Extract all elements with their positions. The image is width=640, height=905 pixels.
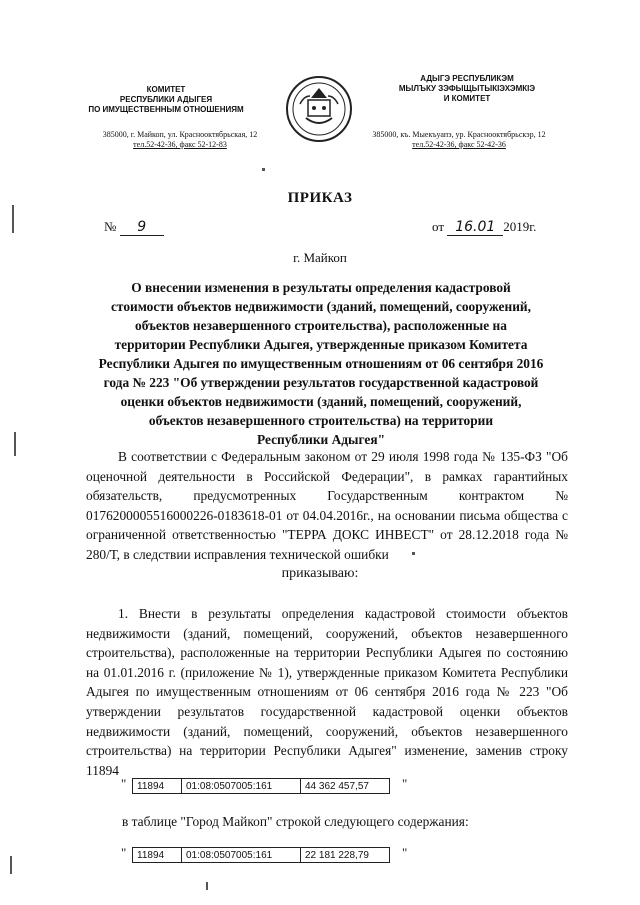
subject-line: оценки объектов недвижимости (зданий, помещений, сооружений, bbox=[120, 394, 522, 409]
scan-mark bbox=[262, 168, 265, 171]
scan-mark bbox=[412, 552, 415, 555]
table-caption: в таблице "Город Майкоп" строкой следующего содержания: bbox=[122, 814, 469, 829]
org-line: РЕСПУБЛИКИ АДЫГЕЯ bbox=[119, 95, 213, 104]
table-row bbox=[133, 779, 390, 794]
org-line: МЫЛЪКУ ЗЭФЫЩЫТЫКІЭХЭМКІЭ bbox=[398, 84, 536, 93]
table-cell: 11894 bbox=[133, 779, 182, 794]
date-value: 16.01 bbox=[447, 219, 503, 236]
org-line: КОМИТЕТ bbox=[146, 85, 186, 94]
phone-line: тел.52-42-36, факс 52-42-36 bbox=[412, 140, 506, 149]
scan-mark bbox=[206, 882, 208, 890]
address-line: 385000, г. Майкоп, ул. Краснооктябрьская, 12 bbox=[102, 130, 258, 139]
number-label: № bbox=[104, 219, 117, 234]
city: г. Майкоп bbox=[293, 250, 347, 265]
table-cell: 11894 bbox=[133, 848, 182, 863]
quote-open: " bbox=[121, 845, 127, 860]
scan-mark bbox=[14, 432, 16, 456]
table-cell: 01:08:0507005:161 bbox=[182, 848, 301, 863]
table-row bbox=[133, 848, 390, 863]
quote-close: " bbox=[402, 845, 408, 860]
preamble-paragraph: В соответствии с Федеральным законом от 29 июля 1998 года № 135-ФЗ "Об оценочной деятельности в Российской Федерации", в рамках гарантийных обязательств, предусмотренных Государственным контрактом № 0176200005516000226-0183618-01 от 04.04.2016г., на основании письма общества с ограниченной ответственностью "ТЕРРА ДОКС ИНВЕСТ" от 28.12.2018 года № 280/Т, в следствии исправления технической ошибки bbox=[86, 449, 568, 562]
address-line: 385000, къ. Мыекъуапэ, ур. Краснооктябрьскэр, 12 bbox=[372, 130, 546, 139]
table-cell: 22 181 228,79 bbox=[301, 848, 390, 863]
old-row-table bbox=[132, 778, 390, 794]
quote-open: " bbox=[121, 776, 127, 791]
date-prefix: от bbox=[432, 219, 445, 234]
subject-line: территории Республики Адыгея, утвержденные приказом Комитета bbox=[114, 337, 528, 352]
order-date bbox=[432, 219, 536, 236]
document-subject bbox=[86, 278, 556, 449]
address-right bbox=[350, 130, 568, 150]
document-title: ПРИКАЗ bbox=[287, 190, 353, 206]
order-word: приказываю: bbox=[281, 566, 359, 581]
address-left bbox=[80, 130, 280, 150]
coat-of-arms-icon bbox=[284, 74, 354, 144]
new-row-table bbox=[132, 847, 390, 863]
scan-mark bbox=[12, 205, 14, 233]
order-number bbox=[104, 219, 164, 236]
org-line: ПО ИМУЩЕСТВЕННЫМ ОТНОШЕНИЯМ bbox=[88, 105, 244, 114]
scan-mark bbox=[10, 856, 12, 874]
date-suffix: 2019г. bbox=[503, 219, 537, 234]
subject-line: объектов незавершенного строительства), расположенные на bbox=[135, 318, 507, 333]
subject-line: объектов незавершенного строительства) на территории bbox=[148, 413, 494, 428]
subject-line: года № 223 "Об утверждении результатов государственной кадастровой bbox=[103, 375, 539, 390]
subject-line: О внесении изменения в результаты определения кадастровой bbox=[131, 280, 511, 295]
subject-line: Республики Адыгея по имущественным отношениям от 06 сентября 2016 bbox=[98, 356, 544, 371]
org-line: АДЫГЭ РЕСПУБЛИКЭМ bbox=[420, 74, 514, 83]
subject-line: Республики Адыгея" bbox=[256, 432, 386, 447]
item-1-paragraph: 1. Внести в результаты определения кадастровой стоимости объектов недвижимости (зданий, помещений, сооружений, объектов незавершенного строительства), расположенные на территории Республики Адыгея по состоянию на 01.01.2016 г. (приложение № 1), утвержденные приказом Комитета Республики Адыгея по имущественным отношениям от 06 сентября 2016 года № 223 "Об утверждении результатов государственной кадастровой оценки объектов недвижимости (зданий, помещений, сооружений, объектов незавершенного строительства) на территории Республики Адыгея" изменение, заменив строку 11894 bbox=[86, 606, 568, 778]
table-cell: 01:08:0507005:161 bbox=[182, 779, 301, 794]
phone-line: тел.52-42-36, факс 52-12-83 bbox=[133, 140, 227, 149]
subject-line: стоимости объектов недвижимости (зданий, помещений, сооружений, bbox=[110, 299, 531, 314]
table-cell: 44 362 457,57 bbox=[301, 779, 390, 794]
org-line: И КОМИТЕТ bbox=[443, 94, 491, 103]
number-value: 9 bbox=[120, 219, 164, 236]
org-name-left bbox=[80, 85, 252, 115]
org-name-right bbox=[372, 74, 562, 104]
quote-close: " bbox=[402, 776, 408, 791]
